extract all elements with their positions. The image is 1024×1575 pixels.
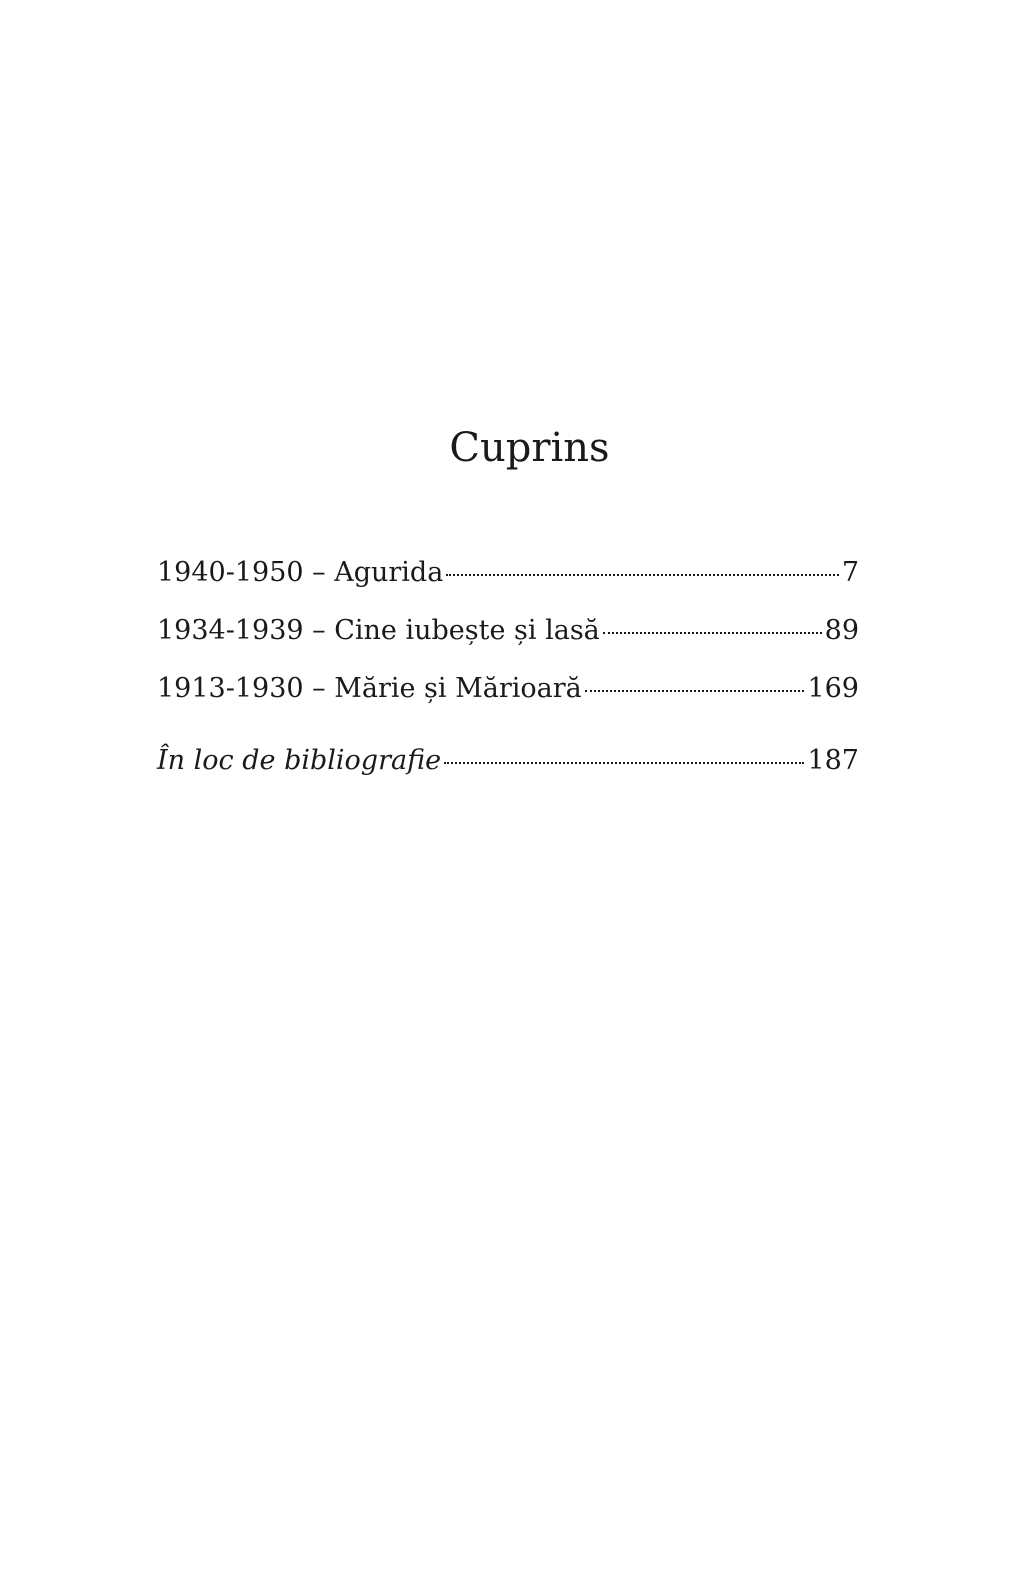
toc-entry-title: 1940-1950 – Agurida (157, 557, 444, 588)
toc-entry-cine-iubeste[interactable] (157, 613, 859, 649)
toc-entry-page-number: 187 (807, 745, 859, 776)
toc-entry-title: 1934-1939 – Cine iubește și lasă (157, 615, 600, 646)
page-title: Cuprins (449, 425, 610, 471)
dot-leader (585, 690, 805, 692)
dot-leader (603, 632, 822, 634)
toc-entry-title: 1913-1930 – Mărie și Mărioară (157, 673, 582, 704)
toc-entry-page-number: 89 (824, 615, 859, 646)
dot-leader (446, 574, 839, 576)
toc-entry-page-number: 7 (841, 557, 859, 588)
toc-entry-title: În loc de bibliografie (157, 745, 442, 776)
toc-entry-marie-si-marioara[interactable] (157, 671, 859, 707)
toc-entry-page-number: 169 (807, 673, 859, 704)
dot-leader (444, 762, 804, 764)
toc-entry-bibliografie[interactable] (157, 743, 859, 779)
toc-entry-agurida[interactable] (157, 555, 859, 591)
